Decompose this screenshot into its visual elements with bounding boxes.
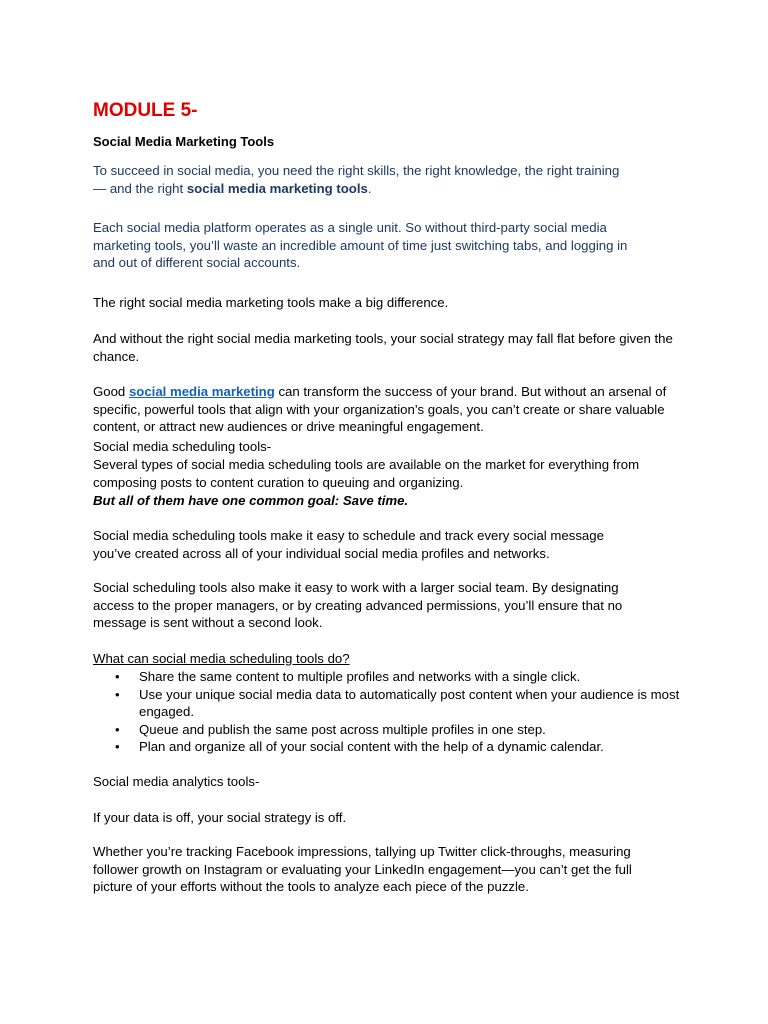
can-do-list (93, 668, 683, 756)
list-item (93, 686, 683, 721)
good-paragraph (93, 383, 671, 436)
list-item (93, 721, 683, 739)
section-title: Social Media Marketing Tools (93, 134, 275, 149)
bullet-icon: • (115, 669, 120, 684)
bullet-icon: • (115, 739, 120, 755)
intro-line-1: To succeed in social media, you need the right skills, the right knowledge, the right training (93, 163, 620, 178)
intro-line-2-post: . (367, 180, 372, 196)
good-post: can transform the success of your brand. But without an arsenal of specific, powerful tools that align with your organization’s goals, you can’t create or share valuable content, or attract new audiences or drive meaningful engagement. (93, 384, 667, 435)
list-item (93, 738, 683, 756)
list-item-text: Use your unique social media data to automatically post content when your audience is most engaged. (139, 686, 680, 720)
intro-paragraph (93, 162, 683, 197)
social-media-marketing-link[interactable]: social media marketing (128, 384, 275, 399)
list-item-text: Share the same content to multiple profiles and networks with a single click. (139, 669, 581, 684)
can-do-heading: What can social media scheduling tools do? (93, 651, 350, 666)
bullet-icon: • (115, 721, 120, 737)
module-title: MODULE 5- (93, 100, 198, 121)
difference-paragraph: The right social media marketing tools make a big difference. (93, 295, 449, 310)
analytics-heading: Social media analytics tools- (93, 774, 260, 789)
scheduling-track: Social media scheduling tools make it easy to schedule and track every social message you’ve created across all of your individual social media profiles and networks. (93, 528, 604, 561)
list-item-text: Plan and organize all of your social content with the help of a dynamic calendar. (139, 739, 604, 755)
analytics-data: If your data is off, your social strategy is off. (93, 810, 347, 825)
intro-line-2-pre: — and the right (93, 180, 187, 196)
list-item (93, 668, 683, 686)
analytics-tracking: Whether you’re tracking Facebook impressions, tallying up Twitter click-throughs, measuring follower growth on Instagram or evaluating your LinkedIn engagement—you can’t get the full picture of your efforts without the tools to analyze each piece of the puzzle. (93, 844, 632, 895)
intro-bold-phrase: social media marketing tools (186, 180, 368, 196)
platform-paragraph: Each social media platform operates as a single unit. So without third-party social media marketing tools, you’ll waste an incredible amount of time just switching tabs, and logging in and out of different social accounts. (93, 220, 628, 271)
scheduling-heading: Social media scheduling tools- (93, 439, 272, 454)
scheduling-team: Social scheduling tools also make it easy to work with a larger social team. By designating access to the proper managers, or by creating advanced permissions, you’ll ensure that no message is sent without a second look. (93, 580, 623, 631)
flat-paragraph: And without the right social media marketing tools, your social strategy may fall flat before given the chance. (93, 331, 673, 364)
scheduling-goal: But all of them have one common goal: Save time. (93, 493, 409, 508)
bullet-icon: • (115, 686, 120, 702)
list-item-text: Queue and publish the same post across multiple profiles in one step. (139, 721, 546, 737)
good-pre: Good (93, 384, 129, 399)
scheduling-intro: Several types of social media scheduling tools are available on the market for everything from composing posts to content curation to queuing and organizing. (93, 457, 640, 490)
